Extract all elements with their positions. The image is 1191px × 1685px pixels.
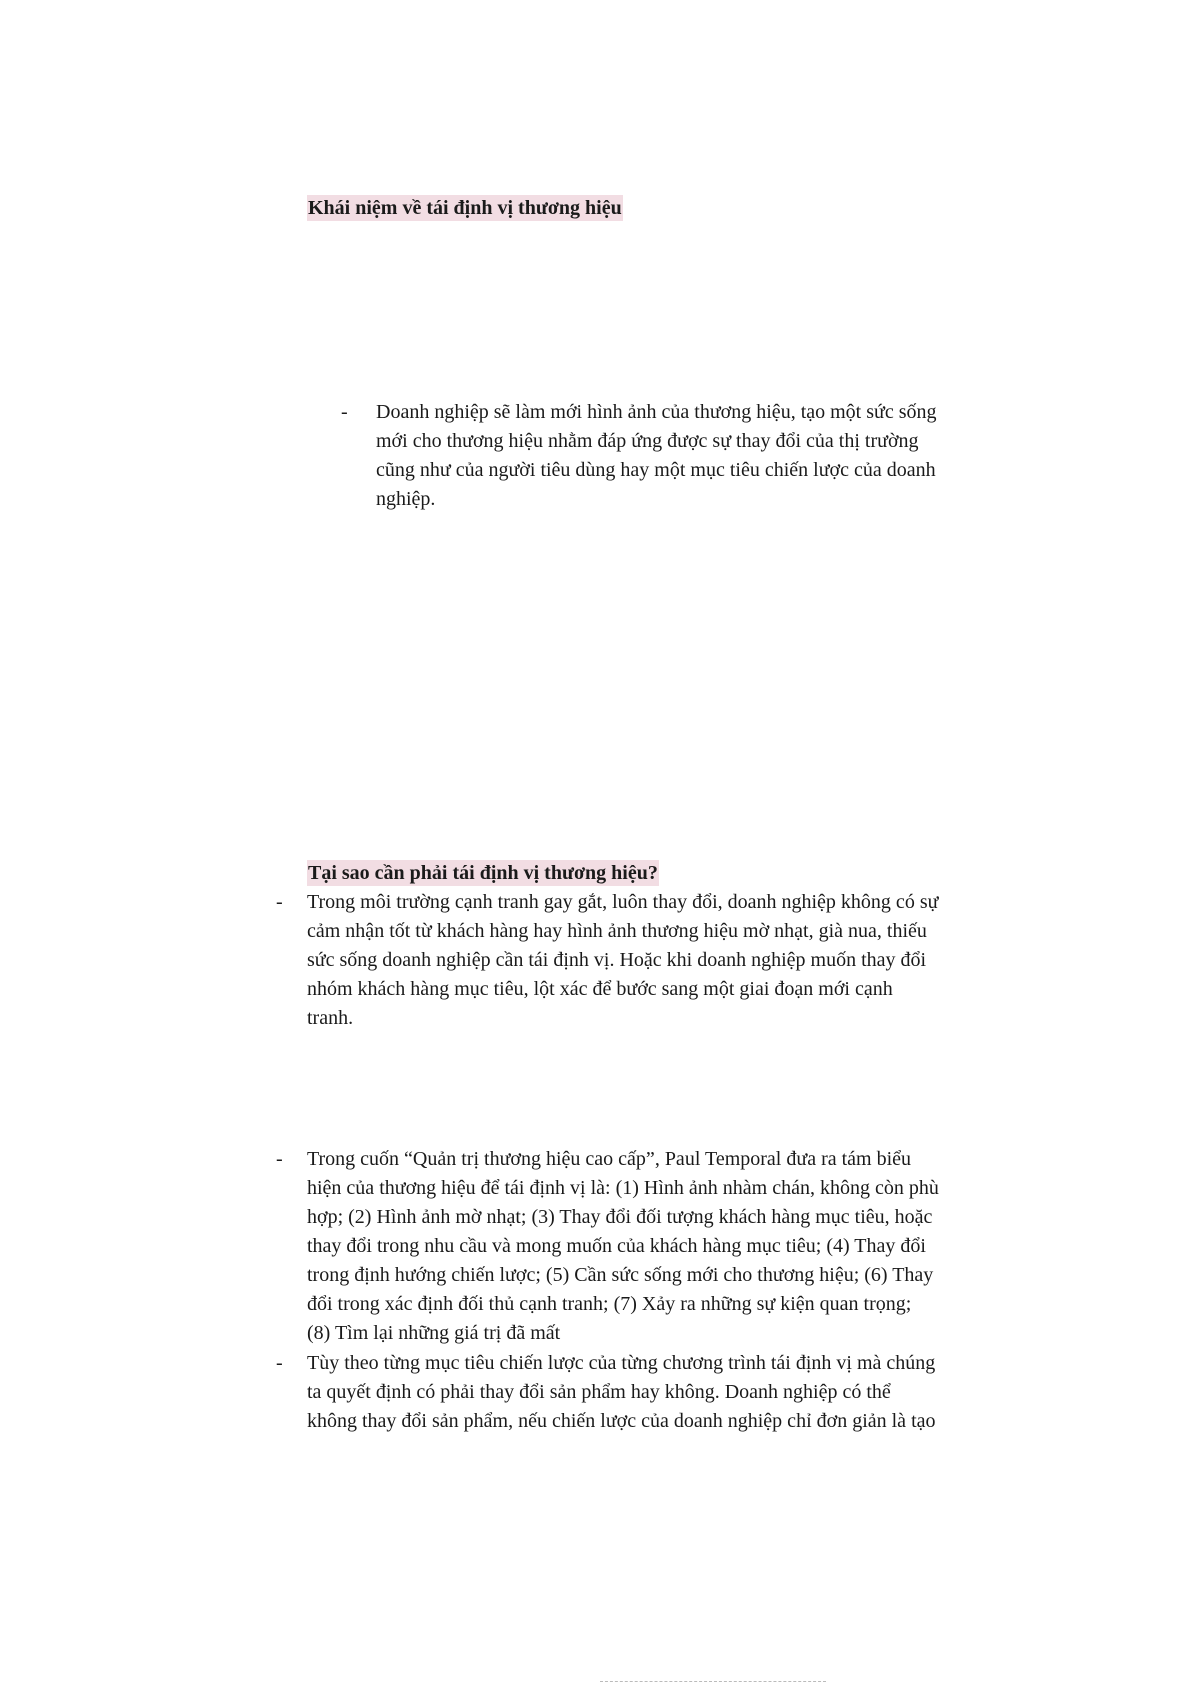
bullet-dash: - [276,1148,283,1170]
text-line: cảm nhận tốt từ khách hàng hay hình ảnh thương hiệu mờ nhạt, già nua, thiếu [307,920,927,942]
list-item [341,398,1011,518]
bullet-text [307,888,1032,1033]
text-line: cũng như của người tiêu dùng hay một mục tiêu chiến lược của doanh [376,459,936,481]
text-line: đổi trong xác định đối thủ cạnh tranh; (7) Xảy ra những sự kiện quan trọng; [307,1293,912,1315]
bullet-dash: - [276,891,283,913]
text-line: (8) Tìm lại những giá trị đã mất [307,1322,561,1344]
text-line: không thay đổi sản phẩm, nếu chiến lược của doanh nghiệp chỉ đơn giản là tạo [307,1410,936,1432]
text-line: ta quyết định có phải thay đổi sản phẩm hay không. Doanh nghiệp có thể [307,1381,891,1403]
footer-divider [600,1681,826,1682]
text-line: tranh. [307,1007,354,1029]
bullet-dash: - [276,1352,283,1374]
text-line: Trong môi trường cạnh tranh gay gắt, luôn thay đổi, doanh nghiệp không có sự [307,891,939,913]
bullet-text [376,398,1016,514]
section-heading-concept: Khái niệm về tái định vị thương hiệu [308,197,622,219]
text-line: hợp; (2) Hình ảnh mờ nhạt; (3) Thay đổi đối tượng khách hàng mục tiêu, hoặc [307,1206,933,1228]
text-line: Doanh nghiệp sẽ làm mới hình ảnh của thương hiệu, tạo một sức sống [376,401,937,423]
bullet-dash: - [341,401,348,423]
text-line: Trong cuốn “Quản trị thương hiệu cao cấp”, Paul Temporal đưa ra tám biểu [307,1148,912,1170]
bullet-text [307,1349,1032,1436]
list-item [276,1349,1036,1439]
text-line: Tùy theo từng mục tiêu chiến lược của từng chương trình tái định vị mà chúng [307,1352,936,1374]
text-line: nghiệp. [376,488,436,510]
list-item [276,1145,1036,1355]
bullet-text [307,1145,1032,1348]
text-line: thay đổi trong nhu cầu và mong muốn của khách hàng mục tiêu; (4) Thay đổi [307,1235,926,1257]
text-line: trong định hướng chiến lược; (5) Cần sức sống mới cho thương hiệu; (6) Thay [307,1264,934,1286]
list-item [276,888,1036,1038]
section-heading-why: Tại sao cần phải tái định vị thương hiệu? [308,862,658,884]
text-line: nhóm khách hàng mục tiêu, lột xác để bước sang một giai đoạn mới cạnh [307,978,893,1000]
text-line: hiện của thương hiệu để tái định vị là: (1) Hình ảnh nhàm chán, không còn phù [307,1177,939,1199]
text-line: mới cho thương hiệu nhằm đáp ứng được sự thay đổi của thị trường [376,430,919,452]
text-line: sức sống doanh nghiệp cần tái định vị. Hoặc khi doanh nghiệp muốn thay đổi [307,949,927,971]
